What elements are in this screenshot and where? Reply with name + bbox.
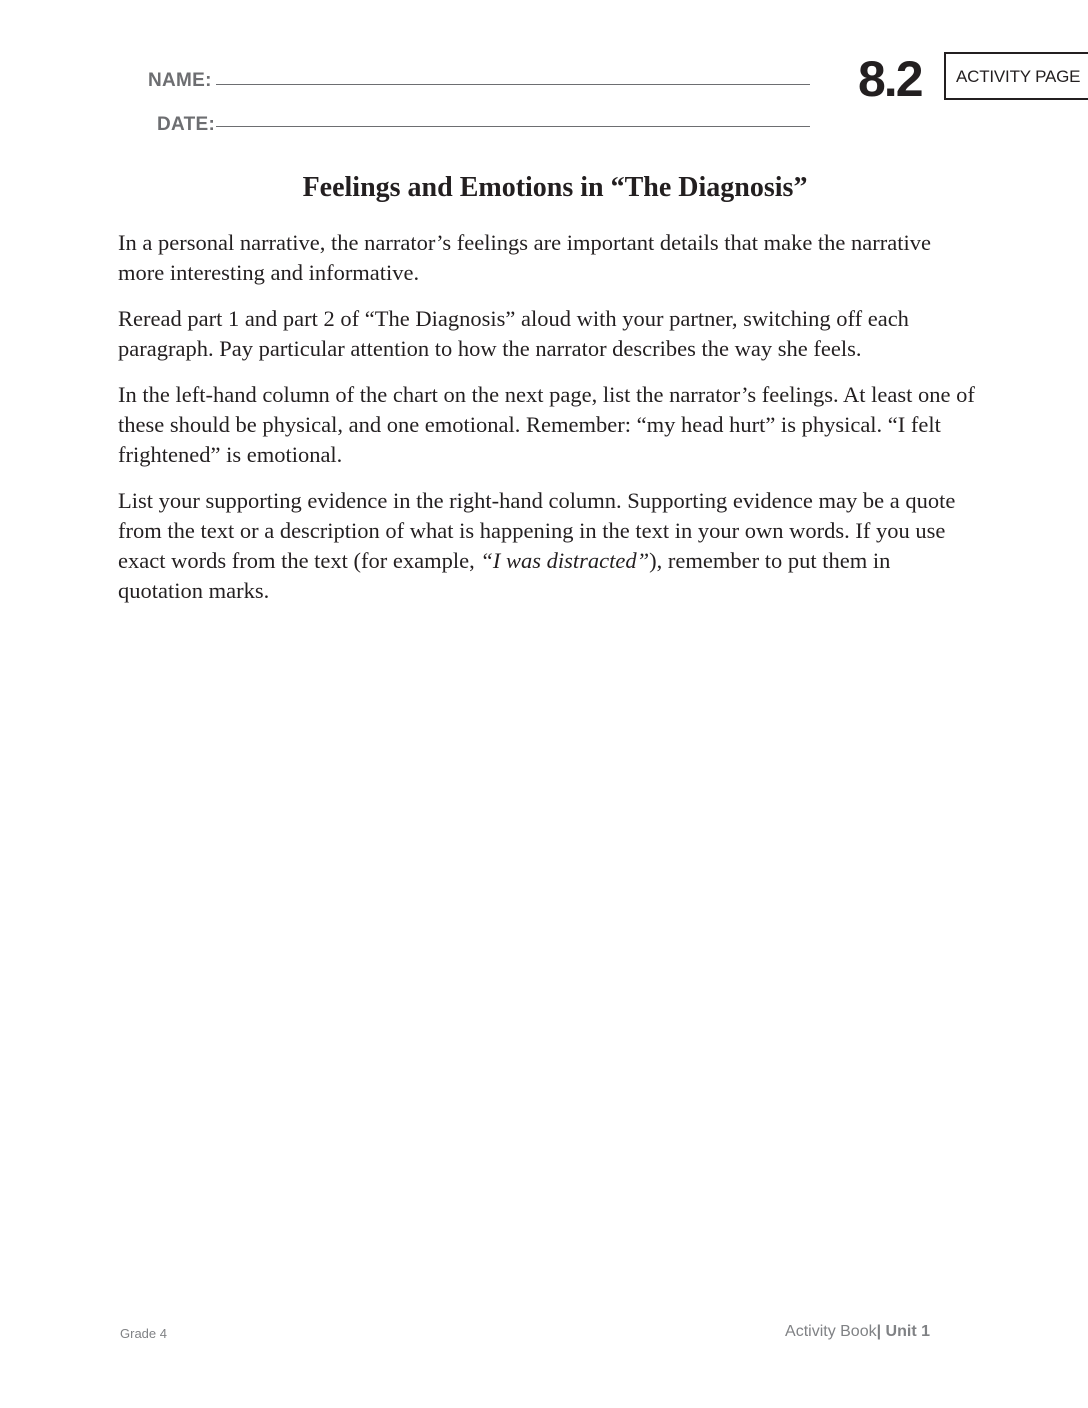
footer-book-info xyxy=(785,1323,930,1341)
date-label: DATE: xyxy=(157,114,216,135)
activity-page-number: 8.2 xyxy=(858,51,922,107)
paragraph-reread: Reread part 1 and part 2 of “The Diagnosis” aloud with your partner, switching off each paragraph. Pay particular attention to how the narrator describes the way she feels. xyxy=(118,306,909,361)
footer-unit: Unit 1 xyxy=(885,1323,930,1340)
paragraph-chart: In the left-hand column of the chart on the next page, list the narrator’s feelings. At least one of these should be physical, and one emotional. Remember: “my head hurt” is physical. “I felt frightened” is emotional. xyxy=(118,382,975,467)
evidence-example-quote: “I was distracted” xyxy=(480,548,650,573)
date-field[interactable] xyxy=(216,126,810,127)
footer-separator: | xyxy=(876,1323,882,1340)
paragraph-evidence xyxy=(118,486,978,606)
name-field[interactable] xyxy=(216,84,810,85)
footer-grade: Grade 4 xyxy=(120,1326,167,1341)
footer-book: Activity Book xyxy=(785,1323,877,1340)
instructions xyxy=(118,228,978,622)
evidence-text-start: List your supporting evidence in the right-hand column. Supporting evidence may be a quote from the text or a description of what is happening in the text in your own words. If you use exact words from the text (for example, xyxy=(118,488,956,573)
activity-page-tab xyxy=(944,52,1088,100)
evidence-text-end: ), remember to put them in quotation marks. xyxy=(118,548,891,603)
page-title: Feelings and Emotions in “The Diagnosis” xyxy=(302,172,808,203)
activity-page-label: ACTIVITY PAGE xyxy=(956,67,1081,86)
paragraph-intro: In a personal narrative, the narrator’s feelings are important details that make the narrative more interesting and informative. xyxy=(118,230,931,285)
name-label: NAME: xyxy=(148,70,212,91)
